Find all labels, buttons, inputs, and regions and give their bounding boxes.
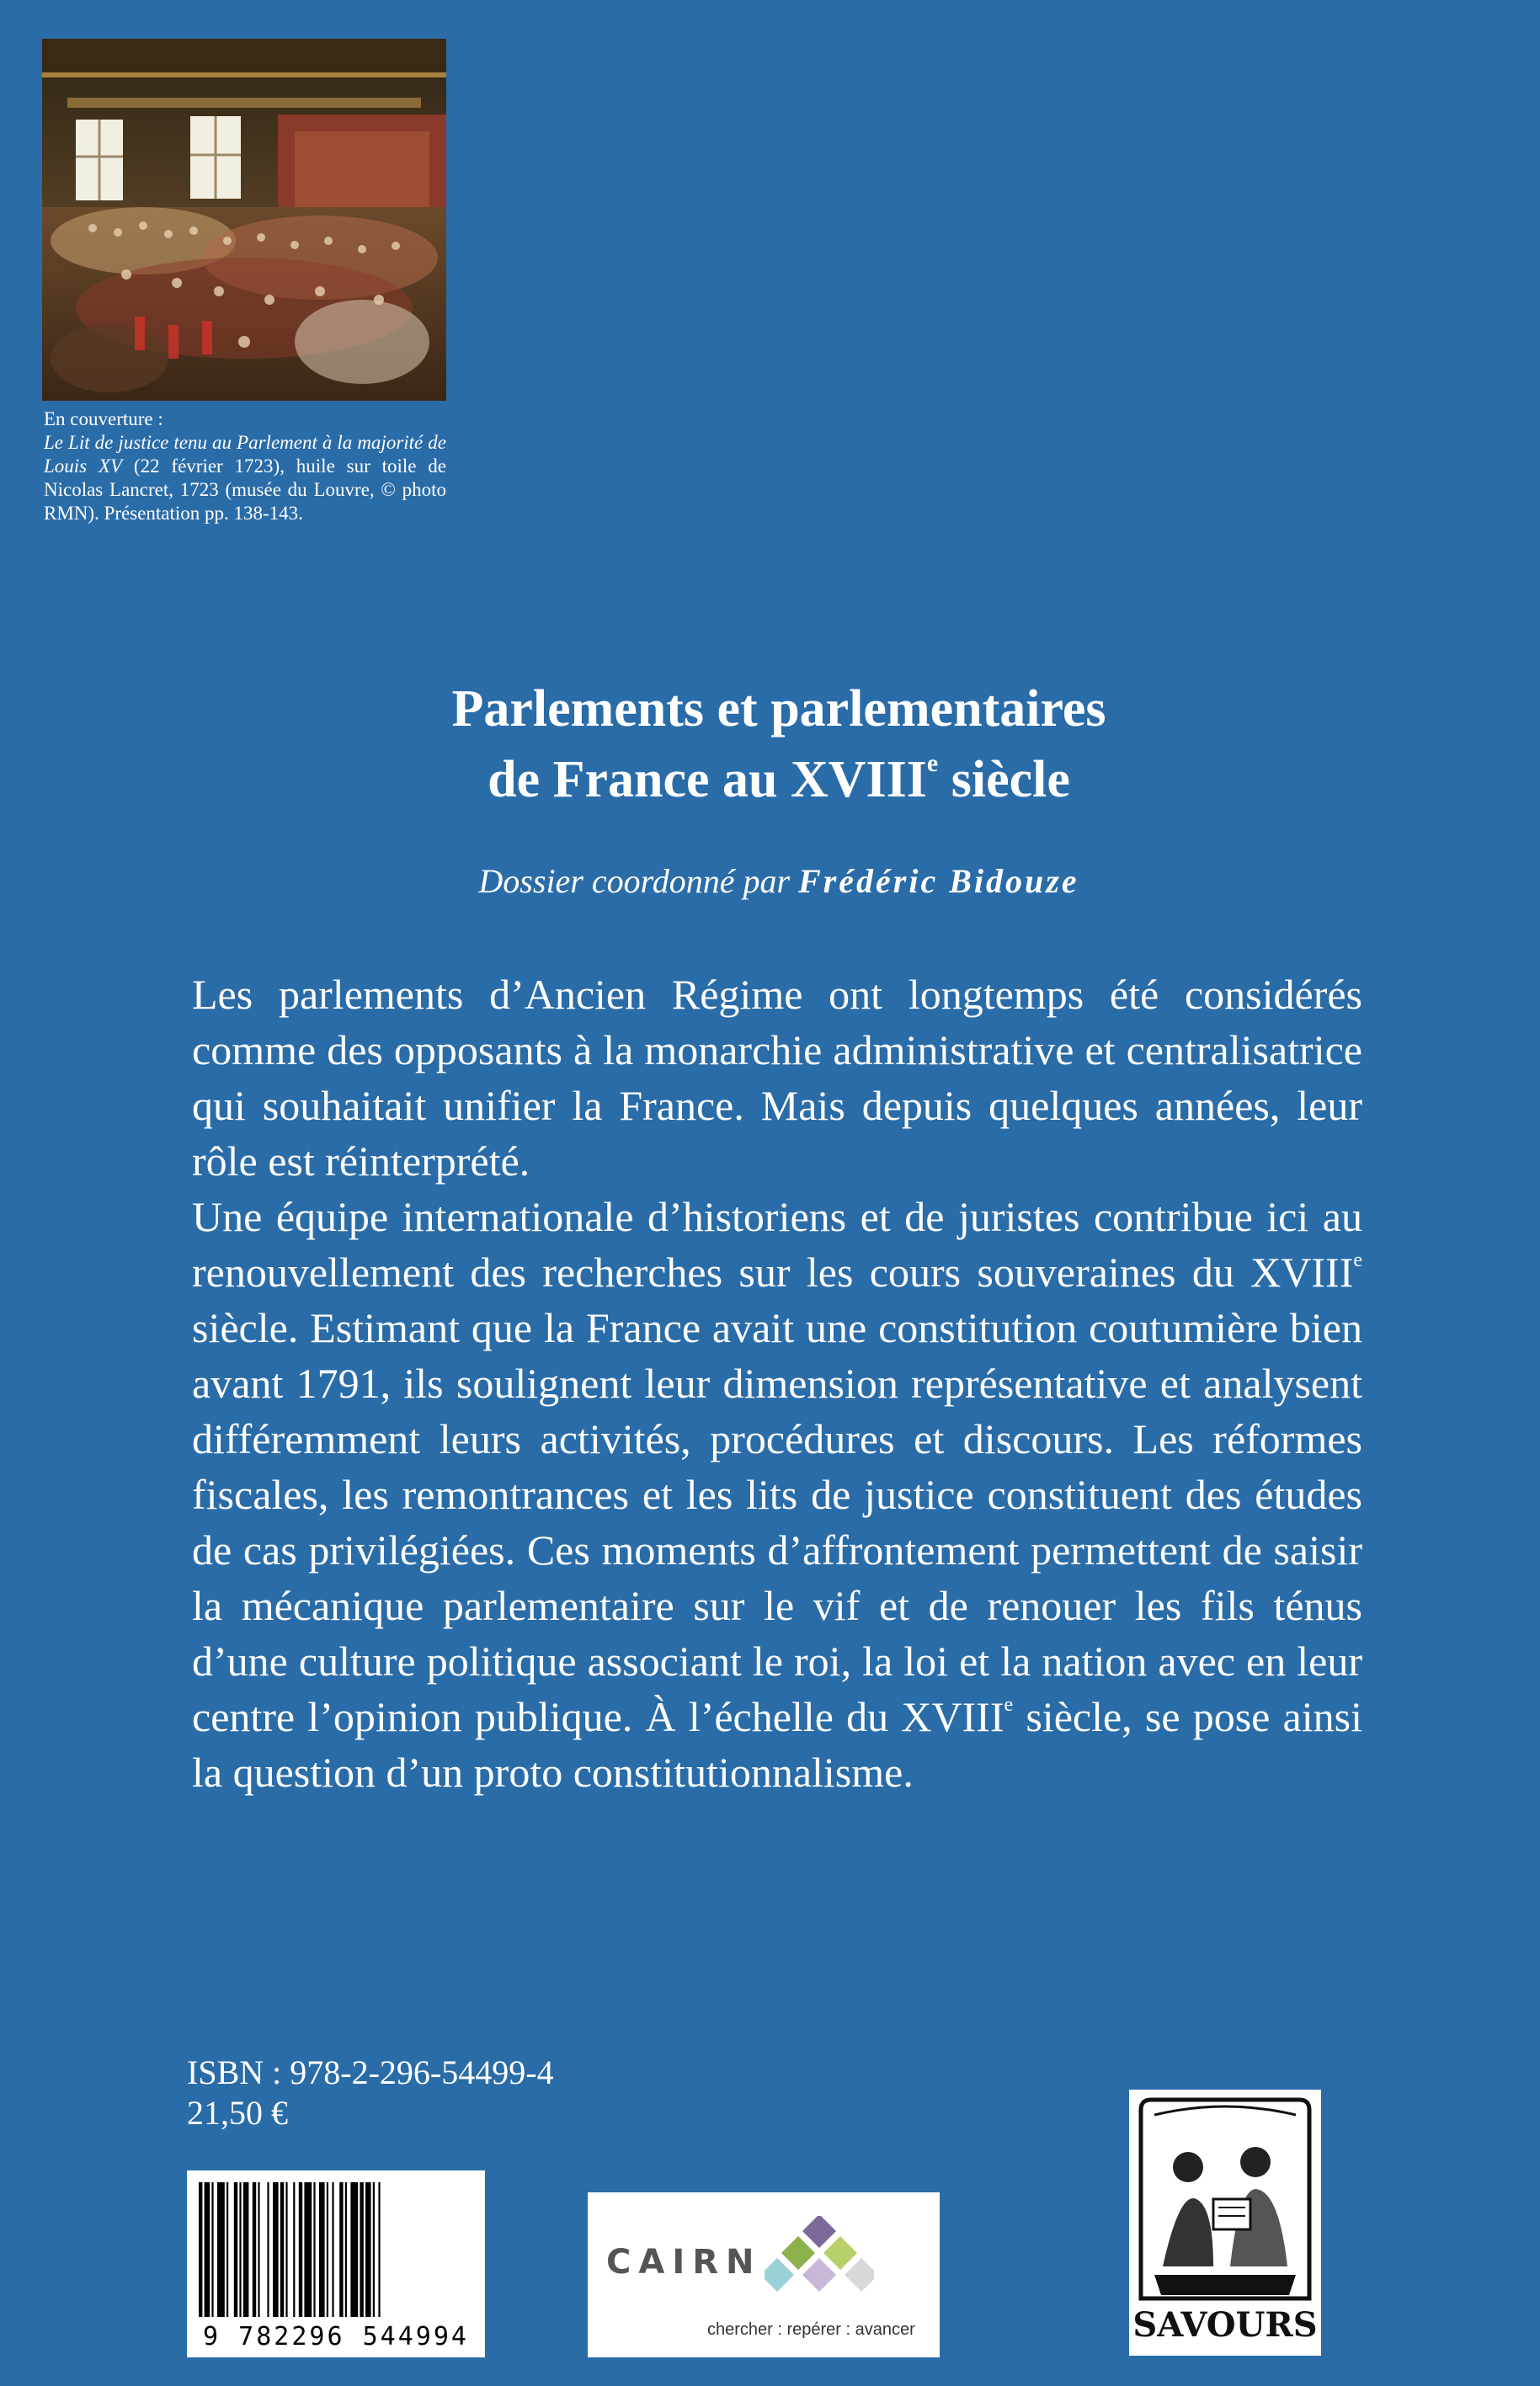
savours-label: SAVOURS bbox=[1132, 2305, 1318, 2345]
book-title bbox=[168, 674, 1389, 815]
coordinator-name: Frédéric Bidouze bbox=[798, 862, 1079, 900]
barcode-bar bbox=[243, 2182, 249, 2317]
coordination-prefix: Dossier coordonné par bbox=[478, 862, 799, 900]
caption-heading: En couverture : bbox=[44, 408, 163, 429]
cairn-diamond bbox=[845, 2258, 874, 2292]
barcode-bar bbox=[253, 2182, 256, 2317]
barcode-bar bbox=[234, 2182, 237, 2317]
barcode-bar bbox=[273, 2182, 279, 2317]
cairn-diamond bbox=[781, 2236, 815, 2270]
barcode-bar bbox=[205, 2182, 210, 2317]
caption-details: (22 février 1723), huile sur toile de Nicolas Lancret, 1723 (musée du Louvre, © photo RMN). Présentation pp. 138-143. bbox=[44, 455, 446, 524]
barcode-bar bbox=[373, 2182, 375, 2317]
barcode-bar bbox=[304, 2182, 312, 2317]
cairn-diamond bbox=[823, 2236, 857, 2270]
barcode-bar bbox=[313, 2182, 315, 2317]
isbn: ISBN : 978-2-296-54499-4 bbox=[187, 2053, 554, 2091]
cairn-diamonds-icon bbox=[765, 2216, 874, 2309]
blurb-superscript-1: e bbox=[1353, 1249, 1362, 1271]
barcode-bar bbox=[339, 2182, 343, 2317]
blurb bbox=[192, 967, 1362, 1800]
barcode-bar bbox=[345, 2182, 347, 2317]
coordination-line bbox=[168, 860, 1389, 903]
blurb-p2-part-a: Une équipe internationale d’historiens et de juristes contribue ici au renouvellement des recherches sur les cours souveraines du XVIII bbox=[192, 1193, 1362, 1296]
blurb-paragraph-2 bbox=[192, 1189, 1362, 1800]
barcode-bar bbox=[285, 2182, 287, 2317]
cairn-diamond bbox=[802, 2258, 836, 2292]
price: 21,50 € bbox=[187, 2094, 288, 2132]
barcode-bar bbox=[217, 2182, 225, 2317]
blurb-p2-part-c: siècle, se pose ainsi la question d’un proto constitutionnalisme. bbox=[192, 1693, 1362, 1796]
barcode-bar bbox=[226, 2182, 228, 2317]
cairn-tagline: chercher : repérer : avancer bbox=[707, 2320, 915, 2339]
blurb-paragraph-1: Les parlements d’Ancien Régime ont longtemps été considérés comme des opposants à la monarchie administrative et centralisatrice qui souhaitait unifier la France. Mais depuis quelques années, leur rôle est réinterprété. bbox=[192, 971, 1362, 1185]
title-superscript: e bbox=[926, 749, 939, 777]
barcode-bar bbox=[211, 2182, 213, 2317]
barcode-bar bbox=[267, 2182, 269, 2317]
barcode-bar bbox=[258, 2182, 259, 2317]
barcode-bar bbox=[199, 2182, 202, 2317]
cairn-diamond bbox=[802, 2216, 836, 2248]
cairn-logo bbox=[588, 2192, 940, 2357]
cairn-wordmark: CAIRN bbox=[606, 2243, 762, 2282]
cover-painting bbox=[42, 39, 446, 401]
isbn-block bbox=[187, 2053, 554, 2133]
barcode-bar bbox=[350, 2182, 358, 2317]
cairn-diamond bbox=[765, 2258, 794, 2292]
savours-logo bbox=[1129, 2090, 1321, 2356]
blurb-p2-part-b: siècle. Estimant que la France avait une constitution coutumière bien avant 1791, ils soulignent leur dimension représentative et analysent différemment leurs activités, procédures et discours. Les réformes fiscales, les remontrances et les lits de justice constituent des études de cas privilégiées. Ces moments d’affrontement permettent de saisir la mécanique parlementaire sur le vif et de renouer les fils ténus d’une culture politique associant le roi, la loi et la nation avec en leur centre l’opinion publique. À l’échelle du XVIII bbox=[192, 1304, 1362, 1740]
title-line-1: Parlements et parlementaires bbox=[451, 680, 1106, 738]
caption-artwork-title: Le Lit de justice tenu au Parlement à la majorité de Louis XV bbox=[44, 432, 446, 477]
barcode-bar bbox=[280, 2182, 284, 2317]
barcode-digits: 9 782296 544994 bbox=[203, 2322, 469, 2351]
title-line-2 bbox=[488, 751, 1070, 808]
barcode-bar bbox=[239, 2182, 241, 2317]
barcode-bar bbox=[327, 2182, 328, 2317]
title-line-2-end: siècle bbox=[938, 751, 1070, 808]
barcode-bar bbox=[360, 2182, 363, 2317]
barcode-bar bbox=[332, 2182, 333, 2317]
barcode-bar bbox=[365, 2182, 371, 2317]
barcode-bar bbox=[299, 2182, 302, 2317]
barcode-bar bbox=[378, 2182, 380, 2317]
cover-caption bbox=[44, 407, 446, 525]
barcode-bar bbox=[293, 2182, 295, 2317]
barcode-bar bbox=[319, 2182, 325, 2317]
title-line-2-start: de France au XVIII bbox=[488, 751, 927, 808]
barcode-bars bbox=[187, 2170, 485, 2322]
barcode bbox=[187, 2170, 485, 2357]
blurb-superscript-2: e bbox=[1004, 1694, 1014, 1716]
